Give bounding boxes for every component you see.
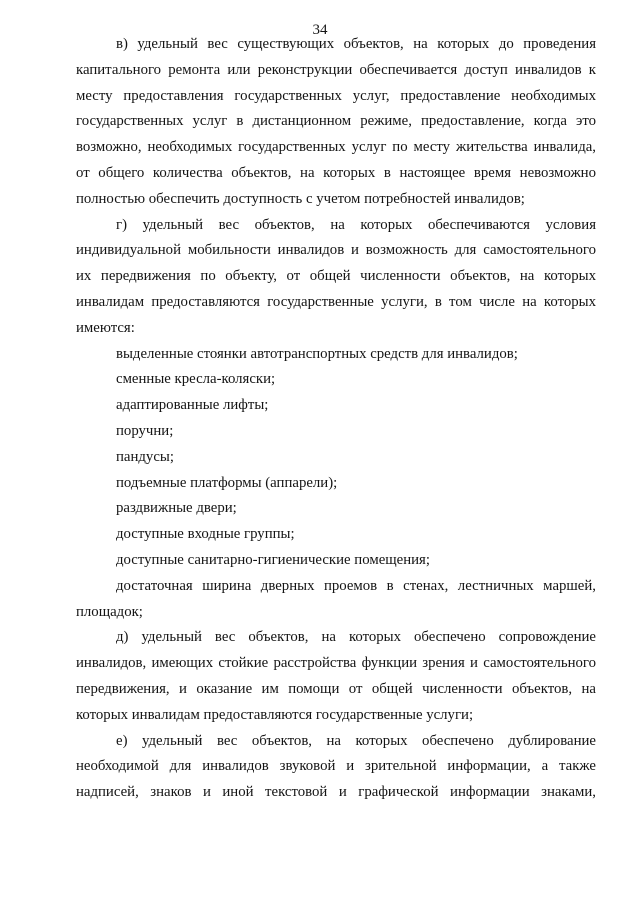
- text-line: передвижения, и оказание им помощи от общей численности объектов, на: [76, 680, 596, 697]
- text-line: полностью обеспечить доступность с учетом потребностей инвалидов;: [76, 190, 525, 207]
- text-line: капитального ремонта или реконструкции обеспечивается доступ инвалидов к: [76, 61, 596, 78]
- document-body: [76, 32, 596, 806]
- list-item-door-width: [76, 574, 596, 626]
- text-line: г) удельный вес объектов, на которых обеспечиваются условия: [116, 216, 596, 233]
- text-line: от общего количества объектов, на которых в настоящее время невозможно: [76, 164, 596, 181]
- text-line: достаточная ширина дверных проемов в стенах, лестничных маршей,: [116, 577, 596, 594]
- text-line: д) удельный вес объектов, на которых обеспечено сопровождение: [116, 629, 596, 646]
- text-line: государственных услуг в дистанционном режиме, предоставление, когда это: [76, 113, 596, 130]
- text-line: их передвижения по объекту, от общей численности объектов, на которых: [76, 268, 596, 285]
- list-item: раздвижные двери;: [116, 500, 237, 517]
- list-item: выделенные стоянки автотранспортных средств для инвалидов;: [116, 345, 518, 362]
- text-line: е) удельный вес объектов, на которых обеспечено дублирование: [116, 732, 596, 749]
- list-item: доступные санитарно-гигиенические помещения;: [116, 551, 430, 568]
- text-line: в) удельный вес существующих объектов, на которых до проведения: [116, 36, 596, 52]
- list-item: пандусы;: [116, 448, 174, 465]
- list-item: доступные входные группы;: [116, 526, 295, 543]
- paragraph-e: [76, 729, 596, 806]
- text-line: которых инвалидам предоставляются государственные услуги;: [76, 706, 474, 723]
- text-line: возможно, необходимых государственных услуг по месту жительства инвалида,: [76, 139, 596, 156]
- paragraph-g: [76, 213, 596, 342]
- list-item: адаптированные лифты;: [116, 397, 269, 414]
- text-line: надписей, знаков и иной текстовой и графической информации знаками,: [76, 784, 596, 801]
- paragraph-d: [76, 625, 596, 728]
- text-line: месту предоставления государственных услуг, предоставление необходимых: [76, 87, 596, 104]
- text-line: необходимой для инвалидов звуковой и зрительной информации, а также: [76, 758, 596, 775]
- text-line: имеются:: [76, 319, 135, 336]
- paragraph-v: [76, 32, 596, 213]
- list-item: сменные кресла-коляски;: [116, 371, 276, 388]
- text-line: индивидуальной мобильности инвалидов и возможность для самостоятельного: [76, 242, 596, 259]
- text-line: инвалидам предоставляются государственные услуги, в том числе на которых: [76, 293, 596, 310]
- text-line: площадок;: [76, 603, 143, 620]
- page-number: 34: [312, 22, 328, 38]
- text-line: инвалидов, имеющих стойкие расстройства функции зрения и самостоятельного: [76, 655, 596, 672]
- list-item: поручни;: [116, 422, 174, 439]
- list-item: подъемные платформы (аппарели);: [116, 474, 338, 491]
